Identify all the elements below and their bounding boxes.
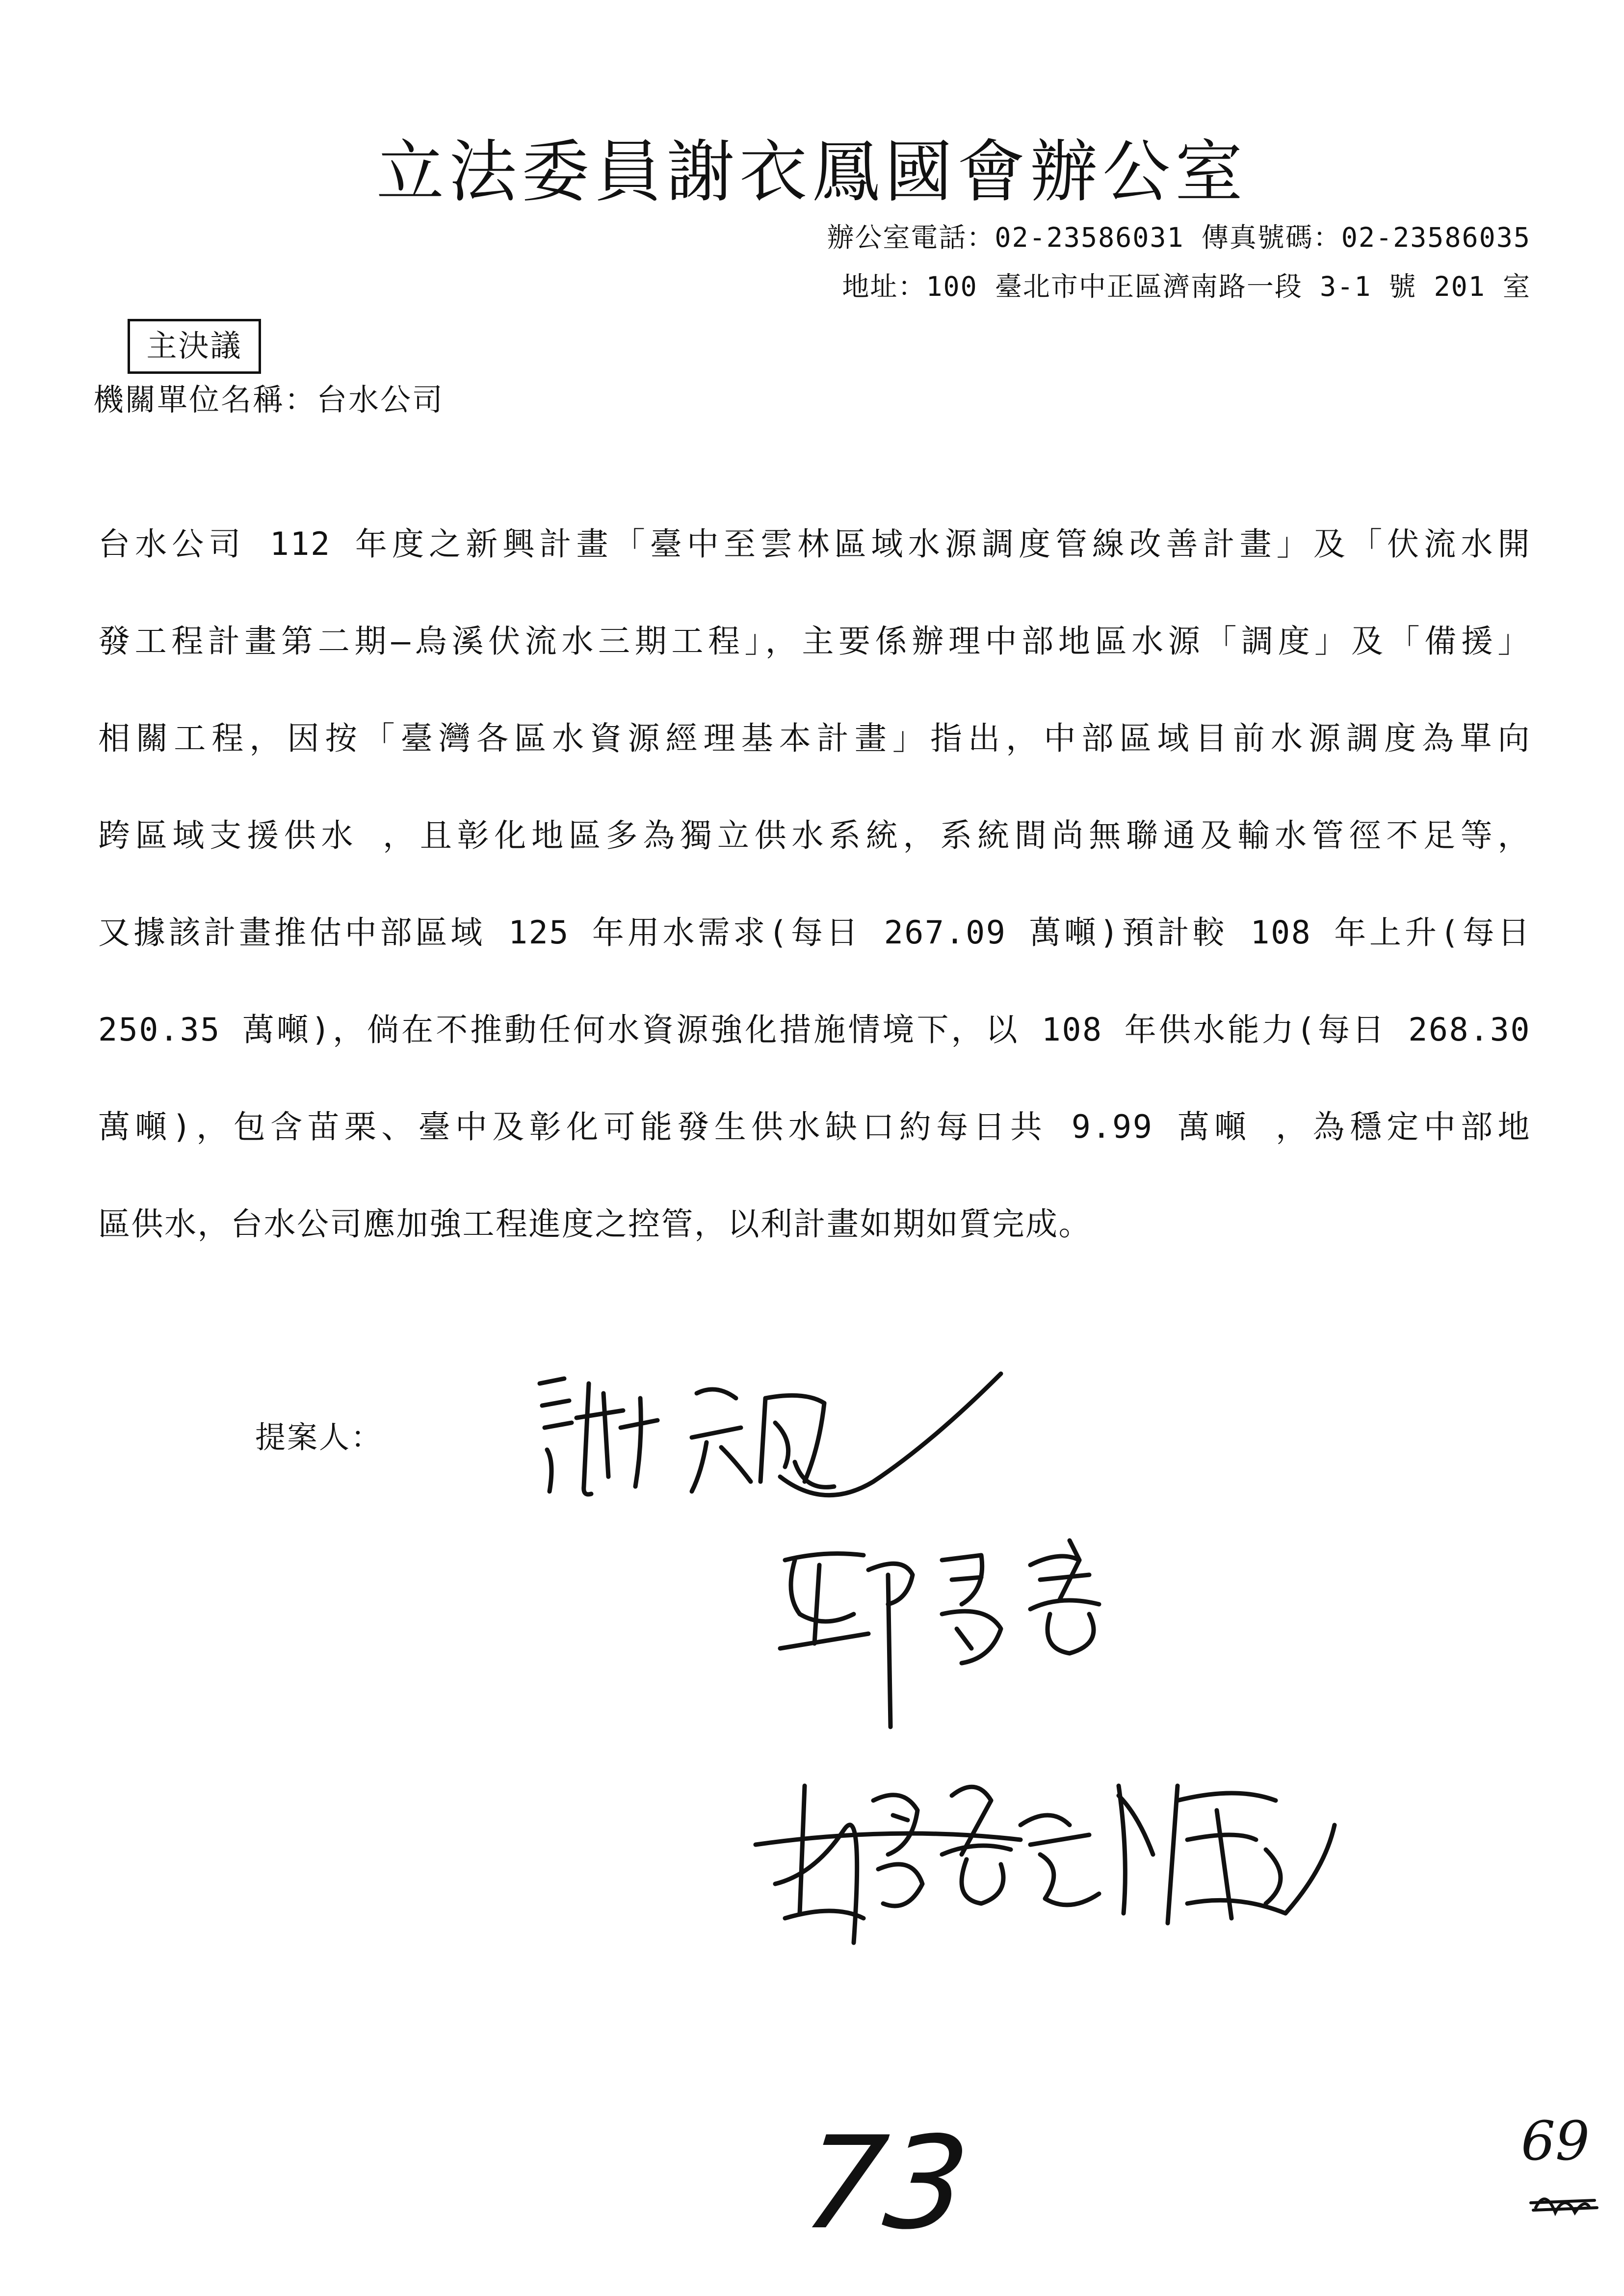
body-line: 區供水，台水公司應加強工程進度之控管，以利計畫如期如質完成。 bbox=[98, 1206, 1092, 1243]
corner-page-number: 69 bbox=[1521, 2110, 1590, 2172]
body-line: 250.35 萬噸)，倘在不推動任何水資源強化措施情境下，以 108 年供水能力(每日 268.30 bbox=[98, 1012, 1531, 1048]
agency-name: 機關單位名稱：台水公司 bbox=[93, 382, 445, 417]
page-number: 73 bbox=[797, 2110, 975, 2258]
struck-number-mark bbox=[1526, 2178, 1599, 2232]
body-line: 相關工程，因按「臺灣各區水資源經理基本計畫」指出，中部區域目前水源調度為單向 bbox=[98, 720, 1531, 757]
body-line: 跨區域支援供水 ，且彰化地區多為獨立供水系統，系統間尚無聯通及輸水管徑不足等， bbox=[98, 817, 1531, 854]
body-line: 發工程計畫第二期–烏溪伏流水三期工程」，主要係辦理中部地區水源「調度」及「備援」 bbox=[98, 623, 1531, 660]
office-phone-fax: 辦公室電話：02-23586031 傳真號碼：02-23586035 bbox=[827, 222, 1531, 253]
office-address: 地址：100 臺北市中正區濟南路一段 3-1 號 201 室 bbox=[842, 271, 1531, 302]
office-title: 立法委員謝衣鳳國會辦公室 bbox=[376, 132, 1248, 211]
signature-1 bbox=[530, 1364, 1011, 1521]
signature-2 bbox=[765, 1531, 1178, 1737]
resolution-type-box: 主決議 bbox=[128, 319, 261, 374]
signature-3 bbox=[746, 1756, 1403, 1962]
body-line: 台水公司 112 年度之新興計畫「臺中至雲林區域水源調度管線改善計畫」及「伏流水開 bbox=[98, 526, 1531, 563]
body-line: 萬噸)，包含苗栗、臺中及彰化可能發生供水缺口約每日共 9.99 萬噸 ，為穩定中部地 bbox=[98, 1109, 1531, 1146]
body-line: 又據該計畫推估中部區域 125 年用水需求(每日 267.09 萬噸)預計較 108 年上升(每日 bbox=[98, 914, 1531, 951]
proposer-label: 提案人： bbox=[255, 1419, 383, 1455]
